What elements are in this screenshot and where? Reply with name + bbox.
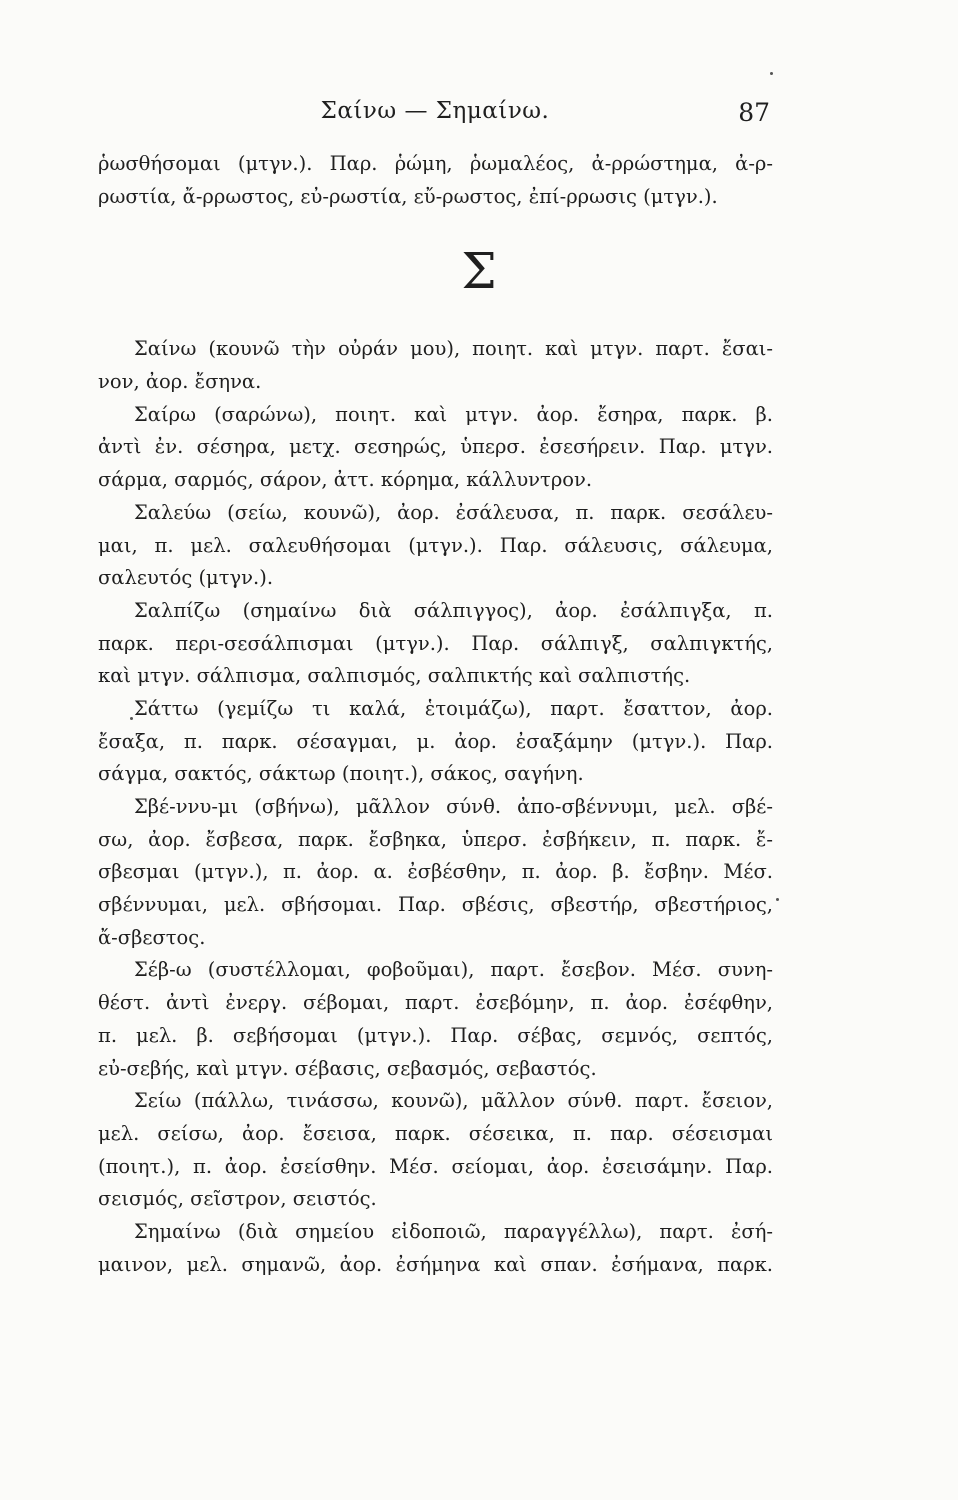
print-speck [776,898,779,901]
text-line: νον, ἀορ. ἔσηνα. [98,370,262,394]
text-line: σάρμα, σαρμός, σάρον, ἀττ. κόρημα, κάλλυντρον. [98,468,593,492]
text-line: παρκ. περι-σεσάλπισμαι (μτγν.). Παρ. σάλπιγξ, σαλπιγκτής, [98,631,773,655]
text-line: ῥωσθήσομαι (μτγν.). Παρ. ῥώμη, ῥωμαλέος, ἀ-ρρώστημα, ἀ-ρ- [98,152,773,175]
print-speck [770,72,773,75]
entry-headword-line: Σβέ-ννυ-μι (σβήνω), μᾶλλον σύνθ. ἀπο-σβέννυμι, μελ. σβέ- [134,795,773,818]
text-line: μαινον, μελ. σημανῶ, ἀορ. ἐσήμηνα καὶ σπαν. ἐσήμανα, παρκ. [98,1252,773,1276]
text-line: θέστ. ἀντὶ ἐνεργ. σέβομαι, παρτ. ἐσεβόμην, π. ἀορ. ἐσέφθην, [98,991,773,1015]
entry-headword-line: Σάττω (γεμίζω τι καλά, ἑτοιμάζω), παρτ. ἔσαττον, ἀορ. [134,696,773,720]
entry-headword-line: Σαλπίζω (σημαίνω διὰ σάλπιγγος), ἀορ. ἐσάλπιγξα, π. [134,598,773,622]
text-line: ἀντὶ ἐν. σέσηρα, μετχ. σεσηρώς, ὑπερσ. ἐσεσήρειν. Παρ. μτγν. [98,435,773,459]
body-text [98,148,773,1281]
print-speck [130,717,133,720]
text-line: π. μελ. β. σεβήσομαι (μτγν.). Παρ. σέβας, σεμνός, σεπτός, [98,1023,773,1047]
text-line: σεισμός, σεῖστρον, σειστός. [98,1187,377,1211]
text-line: (ποιητ.), π. ἀορ. ἐσείσθην. Μέσ. σείομαι, ἀορ. ἐσεισάμην. Παρ. [98,1154,773,1178]
section-letter-heading: Σ [461,242,497,300]
text-line: σβεσμαι (μτγν.), π. ἀορ. α. ἐσβέσθην, π. ἀορ. β. ἔσβην. Μέσ. [98,860,773,884]
text-line: σάγμα, σακτός, σάκτωρ (ποιητ.), σάκος, σαγήνη. [98,762,584,786]
text-line: ρωστία, ἄ-ρρωστος, εὐ-ρωστία, εὔ-ρωστος, ἐπί-ρρωσις (μτγν.). [98,184,718,208]
text-line: σβέννυμαι, μελ. σβήσομαι. Παρ. σβέσις, σβεστήρ, σβεστήριος, [98,893,773,917]
text-line: ἄ-σβεστος. [98,925,206,949]
text-line: σω, ἀορ. ἔσβεσα, παρκ. ἔσβηκα, ὑπερσ. ἐσβήκειν, π. παρκ. ἔ- [98,827,773,851]
text-before-section [98,148,773,213]
text-line: σαλευτός (μτγν.). [98,566,274,590]
section-gap [98,213,773,333]
text-line: ἔσαξα, π. παρκ. σέσαγμαι, μ. ἀορ. ἐσαξάμην (μτγν.). Παρ. [98,729,773,753]
entry-headword-line: Σείω (πάλλω, τινάσσω, κουνῶ), μᾶλλον σύνθ. παρτ. ἔσειον, [134,1089,773,1113]
entry-headword-line: Σαλεύω (σείω, κουνῶ), ἀορ. ἐσάλευσα, π. παρκ. σεσάλευ- [134,500,773,524]
entry-headword-line: Σημαίνω (διὰ σημείου εἰδοποιῶ, παραγγέλλω), παρτ. ἐσή- [134,1219,773,1243]
entry-headword-line: Σαίρω (σαρώνω), ποιητ. καὶ μτγν. ἀορ. ἔσηρα, παρκ. β. [134,402,773,426]
text-after-section [98,333,773,1281]
entry-headword-line: Σαίνω (κουνῶ τὴν οὐράν μου), ποιητ. καὶ μτγν. παρτ. ἔσαι- [134,337,773,361]
text-line: μαι, π. μελ. σαλευθήσομαι (μτγν.). Παρ. σάλευσις, σάλευμα, [98,533,773,557]
page-number: 87 [738,98,770,127]
page-header [100,98,770,138]
text-line: καὶ μτγν. σάλπισμα, σαλπισμός, σαλπικτής καὶ σαλπιστής. [98,664,691,688]
text-line: εὐ-σεβής, καὶ μτγν. σέβασις, σεβασμός, σεβαστός. [98,1056,597,1080]
text-line: μελ. σείσω, ἀορ. ἔσεισα, παρκ. σέσεικα, π. παρ. σέσεισμαι [98,1121,773,1145]
running-head: Σαίνω — Σημαίνω. [320,98,550,124]
entry-headword-line: Σέβ-ω (συστέλλομαι, φοβοῦμαι), παρτ. ἔσεβον. Μέσ. συνη- [134,958,773,982]
